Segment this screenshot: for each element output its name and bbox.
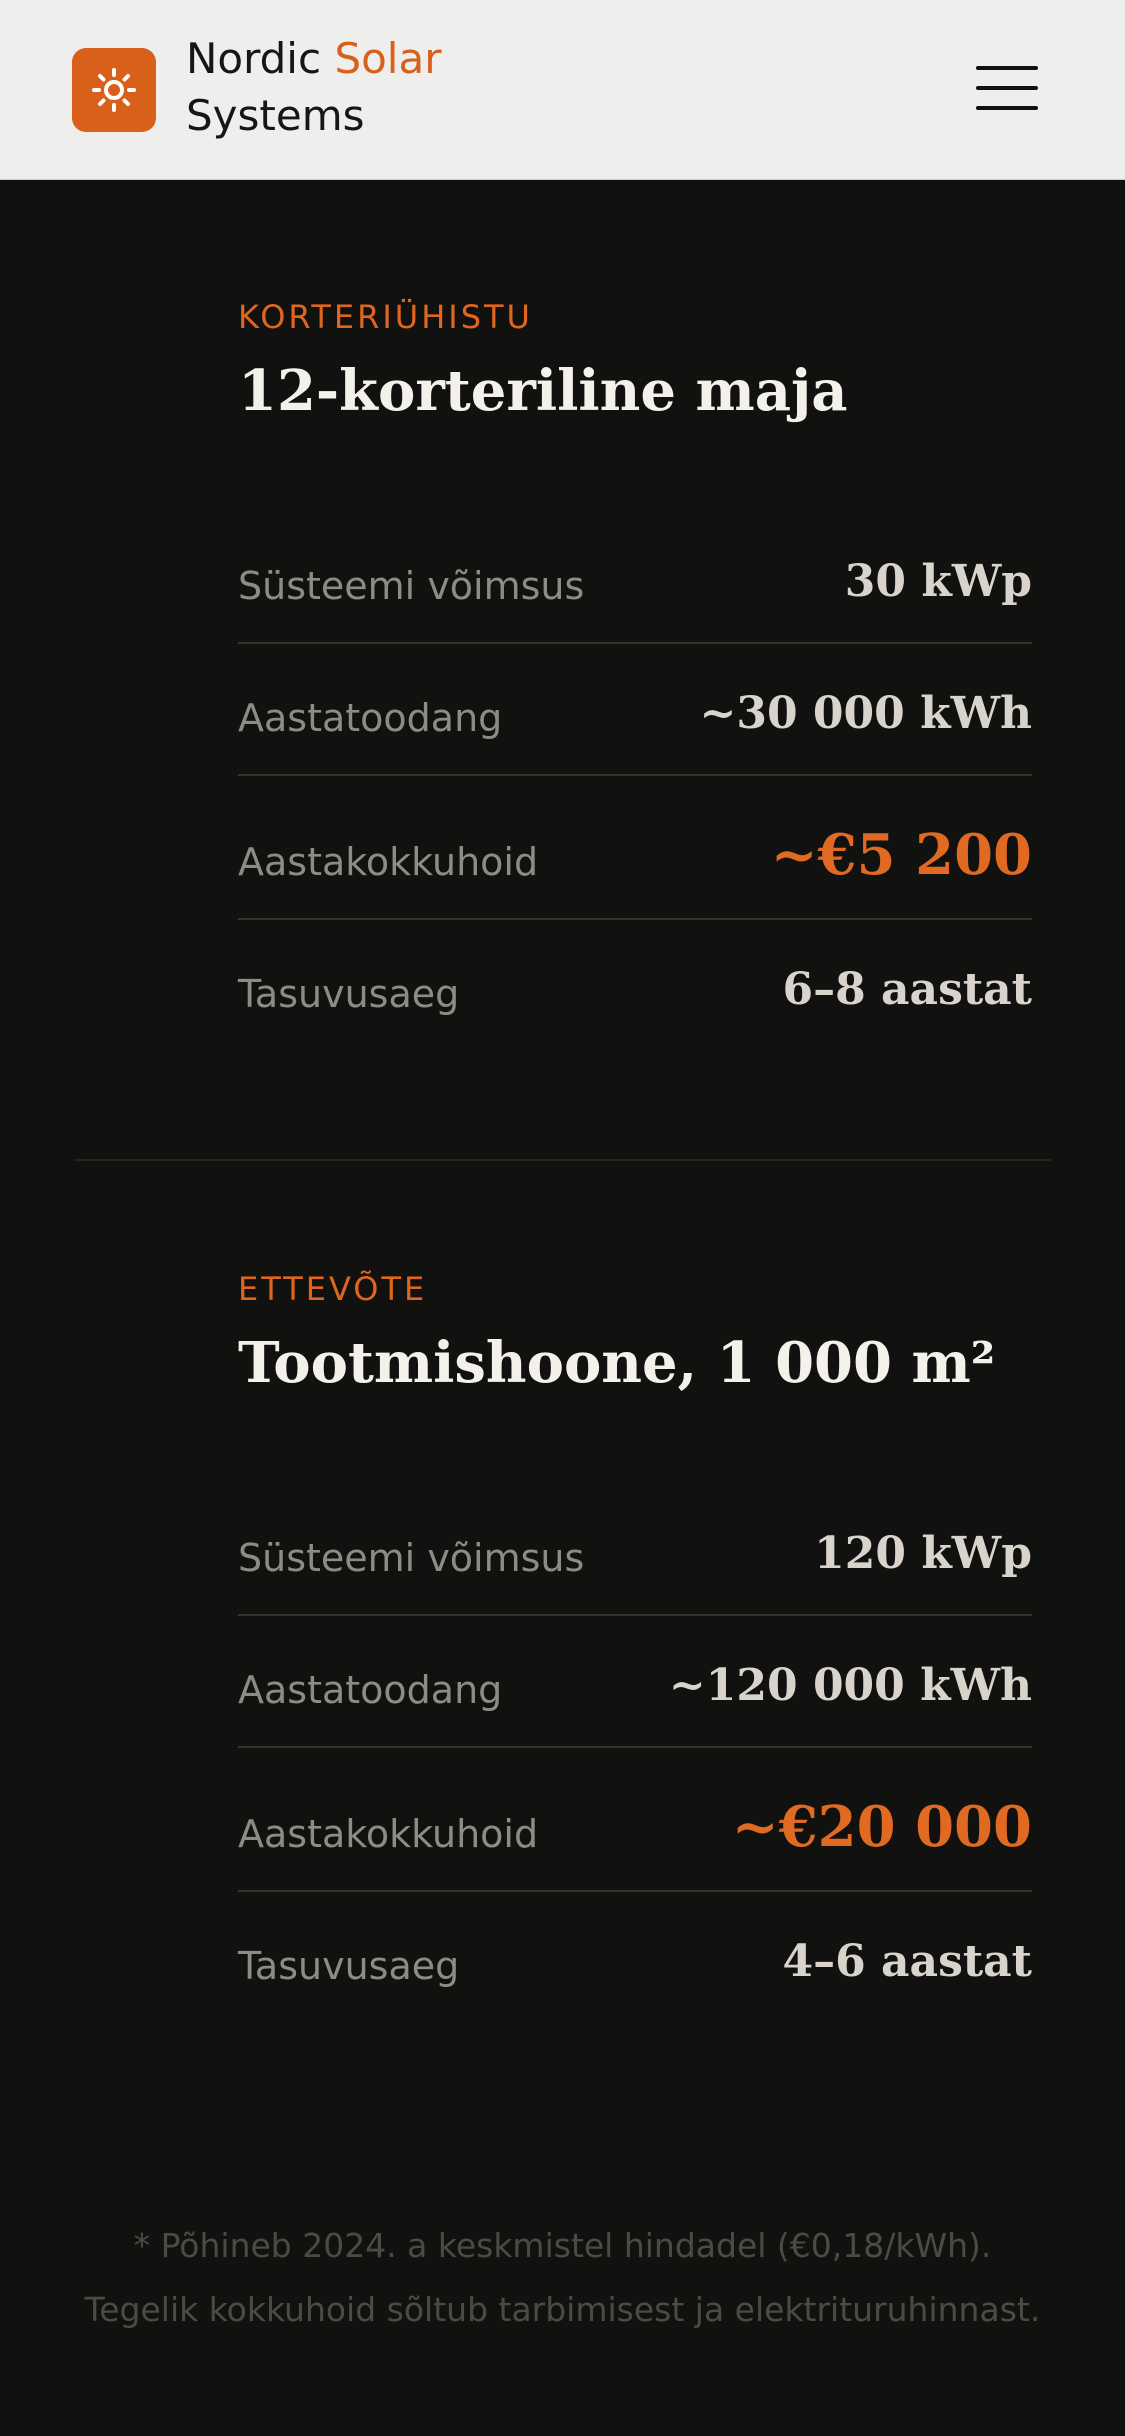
stat-row: [238, 1656, 1032, 1736]
stat-label: Tasuvusaeg: [238, 972, 460, 1016]
savings-value: ~€20 000: [731, 1794, 1032, 1860]
stat-row: [238, 552, 1032, 632]
stat-row: [238, 1792, 1032, 1882]
case-category: KORTERIÜHISTU: [238, 298, 533, 336]
stat-value: 120 kWp: [814, 1528, 1032, 1579]
brand-accent: Solar: [334, 34, 442, 83]
stat-label: Aastatoodang: [238, 1668, 503, 1712]
stat-row: [238, 960, 1032, 1040]
stat-label: Tasuvusaeg: [238, 1944, 460, 1988]
hamburger-menu-icon[interactable]: [972, 62, 1042, 114]
stat-row: [238, 684, 1032, 764]
case-category: ETTEVÕTE: [238, 1270, 428, 1308]
stat-label: Aastakokkuhoid: [238, 1812, 539, 1856]
stat-value: ~120 000 kWh: [668, 1660, 1032, 1711]
brand-secondary: Systems: [186, 91, 365, 140]
row-divider: [238, 1890, 1032, 1892]
case-title: 12-korteriline maja: [238, 358, 848, 424]
row-divider: [238, 1614, 1032, 1616]
stat-value: 4–6 aastat: [782, 1936, 1032, 1987]
savings-value: ~€5 200: [770, 822, 1032, 888]
stat-value: 6–8 aastat: [782, 964, 1032, 1015]
row-divider: [238, 774, 1032, 776]
stat-label: Süsteemi võimsus: [238, 564, 585, 608]
stat-row: [238, 1524, 1032, 1604]
stat-label: Aastatoodang: [238, 696, 503, 740]
brand-primary: Nordic: [186, 34, 322, 83]
footnote-line-2: Tegelik kokkuhoid sõltub tarbimisest ja elektrituruhinnast.: [84, 2290, 1041, 2329]
case-title: Tootmishoone, 1 000 m²: [238, 1330, 996, 1396]
row-divider: [238, 918, 1032, 920]
stat-value: ~30 000 kWh: [699, 688, 1032, 739]
row-divider: [238, 642, 1032, 644]
case-apartment-content: [72, 120, 1053, 1160]
footnote-line-1: * Põhineb 2024. a keskmistel hindadel (€0,18/kWh).: [133, 2226, 992, 2265]
stat-row: [238, 1932, 1032, 2012]
sun-icon: [92, 68, 136, 112]
stat-row: [238, 820, 1032, 910]
stat-label: Süsteemi võimsus: [238, 1536, 585, 1580]
stat-value: 30 kWp: [844, 556, 1032, 607]
row-divider: [238, 1746, 1032, 1748]
stat-label: Aastakokkuhoid: [238, 840, 539, 884]
